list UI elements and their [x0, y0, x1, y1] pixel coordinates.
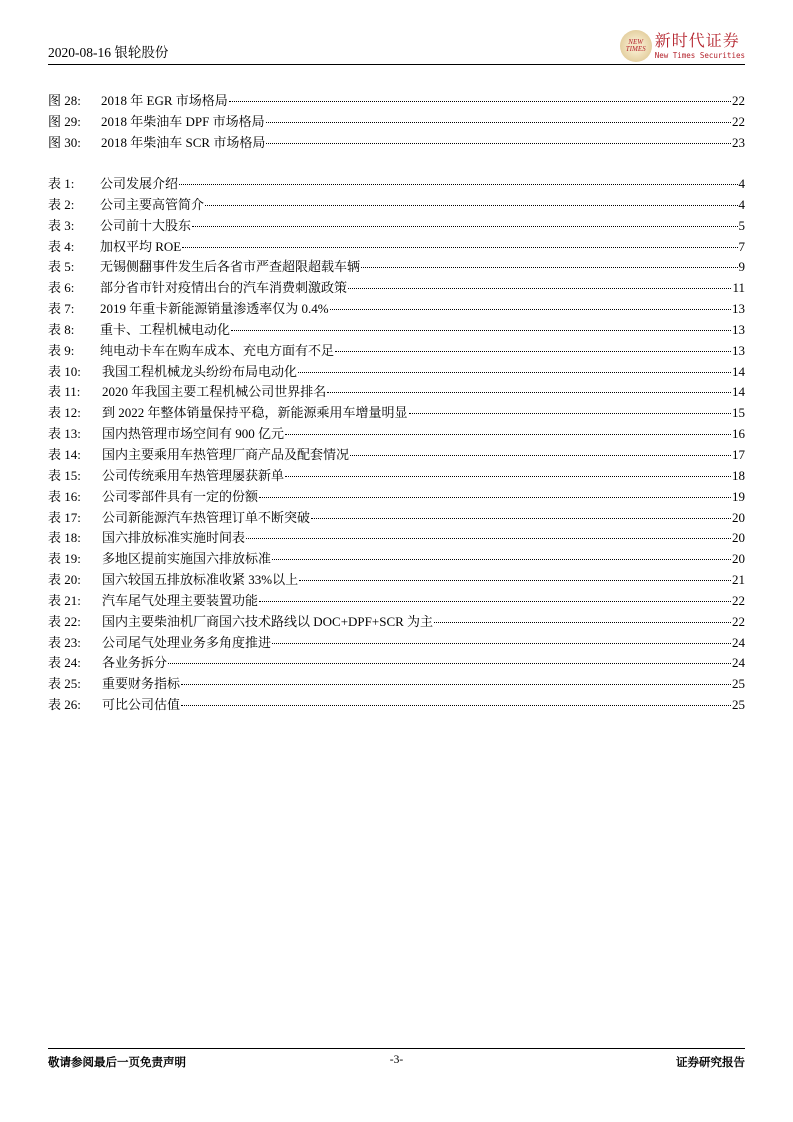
entry-label: 表 18: — [48, 530, 81, 546]
toc-figure-entry[interactable] — [48, 132, 745, 153]
entry-label: 表 13: — [48, 426, 81, 442]
dot-leader — [266, 143, 731, 144]
entry-title[interactable]: 无锡侧翻事件发生后各省市严查超限超载车辆 — [100, 259, 361, 275]
entry-title[interactable]: 国六排放标准实施时间表 — [102, 530, 246, 546]
entry-title[interactable]: 汽车尾气处理主要装置功能 — [102, 592, 259, 608]
toc-table-entry[interactable] — [48, 527, 745, 548]
toc-table-entry[interactable] — [48, 215, 745, 236]
dot-leader — [272, 643, 731, 644]
toc-table-entry[interactable] — [48, 381, 745, 402]
disclaimer-note: 敬请参阅最后一页免责声明 — [48, 1057, 186, 1069]
toc-table-entry[interactable] — [48, 611, 745, 632]
entry-title[interactable]: 重要财务指标 — [102, 676, 181, 692]
entry-title[interactable]: 2018 年柴油车 SCR 市场格局 — [101, 134, 266, 150]
entry-title[interactable]: 国内主要乘用车热管理厂商产品及配套情况 — [102, 446, 350, 462]
entry-label: 表 1: — [48, 176, 75, 191]
dot-leader — [330, 309, 731, 310]
entry-page-number[interactable]: 20 — [732, 530, 745, 546]
toc-table-entry[interactable] — [48, 173, 745, 194]
logo-en-text: New Times Securities — [654, 50, 745, 60]
entry-page-number[interactable]: 17 — [732, 446, 745, 462]
entry-title[interactable]: 公司发展介绍 — [100, 176, 179, 191]
toc-table-entry[interactable] — [48, 569, 745, 590]
entry-label: 表 9: — [48, 342, 75, 358]
entry-title[interactable]: 各业务拆分 — [102, 655, 168, 671]
entry-title[interactable]: 公司前十大股东 — [100, 217, 192, 233]
entry-page-number[interactable]: 23 — [732, 134, 745, 150]
entry-page-number[interactable]: 13 — [732, 321, 745, 337]
entry-page-number[interactable]: 19 — [732, 488, 745, 504]
toc-table-entry[interactable] — [48, 402, 745, 423]
entry-label: 图 29: — [48, 113, 81, 129]
toc-table-entry[interactable] — [48, 256, 745, 277]
entry-page-number[interactable]: 20 — [732, 509, 745, 525]
entry-title[interactable]: 国六较国五排放标准收紧 33%以上 — [102, 572, 299, 588]
toc-table-entry[interactable] — [48, 361, 745, 382]
entry-title[interactable]: 重卡、工程机械电动化 — [100, 321, 231, 337]
toc-table-entry[interactable] — [48, 298, 745, 319]
entry-label: 表 12: — [48, 405, 81, 421]
entry-page-number[interactable]: 16 — [732, 426, 745, 442]
dot-leader — [299, 580, 731, 581]
entry-label: 表 10: — [48, 363, 81, 379]
entry-label: 表 25: — [48, 676, 81, 692]
toc-table-entry[interactable] — [48, 486, 745, 507]
toc-table-entry[interactable] — [48, 548, 745, 569]
entry-title[interactable]: 多地区提前实施国六排放标准 — [102, 551, 272, 567]
dot-leader — [181, 684, 731, 685]
dot-leader — [350, 455, 731, 456]
dot-leader — [311, 518, 731, 519]
page-footer — [48, 1048, 745, 1072]
entry-page-number[interactable]: 14 — [732, 363, 745, 379]
page-number: -3- — [389, 1054, 404, 1066]
figure-list — [48, 90, 745, 153]
dot-leader — [298, 372, 731, 373]
entry-label: 表 21: — [48, 592, 81, 608]
entry-label: 表 11: — [48, 384, 81, 400]
toc-table-entry[interactable] — [48, 423, 745, 444]
toc-table-entry[interactable] — [48, 507, 745, 528]
entry-title[interactable]: 我国工程机械龙头纷纷布局电动化 — [102, 363, 298, 379]
dot-leader — [181, 705, 731, 706]
entry-label: 表 20: — [48, 572, 81, 588]
toc-figure-entry[interactable] — [48, 111, 745, 132]
toc-table-entry[interactable] — [48, 694, 745, 715]
dot-leader — [231, 330, 731, 331]
entry-title[interactable]: 国内主要柴油机厂商国六技术路线以 DOC+DPF+SCR 为主 — [102, 613, 434, 629]
entry-page-number[interactable]: 21 — [732, 572, 745, 588]
entry-page-number[interactable]: 24 — [732, 634, 745, 650]
entry-title[interactable]: 可比公司估值 — [102, 697, 181, 713]
entry-label: 表 19: — [48, 551, 81, 567]
dot-leader — [285, 476, 731, 477]
entry-title[interactable]: 到 2022 年整体销量保持平稳，新能源乘用车增量明显 — [102, 405, 408, 421]
entry-page-number[interactable]: 15 — [732, 405, 745, 421]
toc-table-entry[interactable] — [48, 465, 745, 486]
entry-page-number[interactable]: 14 — [732, 384, 745, 400]
entry-title[interactable]: 2018 年 EGR 市场格局 — [101, 93, 228, 108]
entry-title[interactable]: 公司新能源汽车热管理订单不断突破 — [102, 509, 311, 525]
dot-leader — [361, 267, 737, 268]
entry-label: 图 30: — [48, 134, 81, 150]
entry-label: 图 28: — [48, 93, 81, 108]
entry-label: 表 22: — [48, 613, 81, 629]
entry-page-number[interactable]: 20 — [732, 551, 745, 567]
entry-page-number[interactable]: 13 — [732, 342, 745, 358]
dot-leader — [259, 497, 731, 498]
entry-page-number[interactable]: 11 — [732, 280, 745, 296]
entry-title[interactable]: 纯电动卡车在购车成本、充电方面有不足 — [100, 342, 335, 358]
toc-figure-entry[interactable] — [48, 90, 745, 111]
logo-seal-icon: NEW TIMES — [620, 30, 652, 62]
dot-leader — [409, 413, 731, 414]
entry-title[interactable]: 2019 年重卡新能源销量渗透率仅为 0.4% — [100, 301, 329, 317]
entry-label: 表 6: — [48, 280, 75, 296]
entry-label: 表 7: — [48, 301, 75, 317]
dot-leader — [205, 205, 737, 206]
dot-leader — [335, 351, 731, 352]
toc-table-entry[interactable] — [48, 277, 745, 298]
entry-label: 表 23: — [48, 634, 81, 650]
entry-label: 表 26: — [48, 697, 81, 713]
entry-title[interactable]: 2018 年柴油车 DPF 市场格局 — [101, 113, 265, 129]
entry-page-number[interactable]: 22 — [732, 592, 745, 608]
entry-page-number[interactable]: 22 — [732, 93, 745, 108]
entry-label: 表 5: — [48, 259, 75, 275]
dot-leader — [168, 663, 731, 664]
entry-title[interactable]: 2020 年我国主要工程机械公司世界排名 — [102, 384, 327, 400]
table-list — [48, 173, 745, 715]
toc-table-entry[interactable] — [48, 444, 745, 465]
entry-title[interactable]: 公司尾气处理业务多角度推进 — [102, 634, 272, 650]
dot-leader — [348, 288, 731, 289]
entry-page-number[interactable]: 18 — [732, 467, 745, 483]
entry-label: 表 8: — [48, 321, 75, 337]
entry-page-number[interactable]: 24 — [732, 655, 745, 671]
dot-leader — [192, 226, 737, 227]
entry-title[interactable]: 国内热管理市场空间有 900 亿元 — [102, 426, 285, 442]
page-header — [48, 30, 745, 65]
entry-page-number[interactable]: 13 — [732, 301, 745, 317]
entry-title[interactable]: 加权平均 ROE — [100, 238, 182, 254]
entry-title[interactable]: 公司主要高管简介 — [100, 196, 205, 212]
dot-leader — [259, 601, 731, 602]
toc-table-entry[interactable] — [48, 236, 745, 257]
toc-table-entry[interactable] — [48, 319, 745, 340]
entry-page-number[interactable]: 25 — [732, 697, 745, 713]
dot-leader — [229, 101, 731, 102]
entry-label: 表 2: — [48, 196, 75, 212]
report-type: 证券研究报告 — [676, 1057, 745, 1069]
toc-table-entry[interactable] — [48, 632, 745, 653]
toc-table-entry[interactable] — [48, 673, 745, 694]
dot-leader — [179, 184, 737, 185]
dot-leader — [266, 122, 731, 123]
entry-page-number[interactable]: 5 — [738, 217, 745, 233]
entry-label: 表 4: — [48, 238, 75, 254]
toc-table-entry[interactable] — [48, 194, 745, 215]
dot-leader — [246, 538, 731, 539]
report-date-company: 2020-08-16 银轮股份 — [48, 45, 169, 60]
entry-page-number[interactable]: 4 — [738, 176, 745, 191]
dot-leader — [434, 622, 731, 623]
entry-title[interactable]: 公司零部件具有一定的份额 — [102, 488, 259, 504]
entry-title[interactable]: 部分省市针对疫情出台的汽车消费刺激政策 — [100, 280, 348, 296]
entry-page-number[interactable]: 4 — [738, 196, 745, 212]
toc-table-entry[interactable] — [48, 340, 745, 361]
dot-leader — [285, 434, 731, 435]
entry-page-number[interactable]: 25 — [732, 676, 745, 692]
entry-label: 表 17: — [48, 509, 81, 525]
entry-label: 表 16: — [48, 488, 81, 504]
entry-page-number[interactable]: 9 — [738, 259, 745, 275]
dot-leader — [327, 392, 731, 393]
entry-label: 表 24: — [48, 655, 81, 671]
entry-page-number[interactable]: 7 — [738, 238, 745, 254]
dot-leader — [182, 247, 737, 248]
toc-table-entry[interactable] — [48, 652, 745, 673]
entry-label: 表 15: — [48, 467, 81, 483]
entry-title[interactable]: 公司传统乘用车热管理屡获新单 — [102, 467, 285, 483]
entry-label: 表 14: — [48, 446, 81, 462]
entry-page-number[interactable]: 22 — [732, 113, 745, 129]
logo-cn-text: 新时代证券 — [654, 32, 740, 50]
dot-leader — [272, 559, 731, 560]
brand-logo — [620, 30, 745, 62]
entry-label: 表 3: — [48, 217, 75, 233]
entry-page-number[interactable]: 22 — [732, 613, 745, 629]
toc-table-entry[interactable] — [48, 590, 745, 611]
